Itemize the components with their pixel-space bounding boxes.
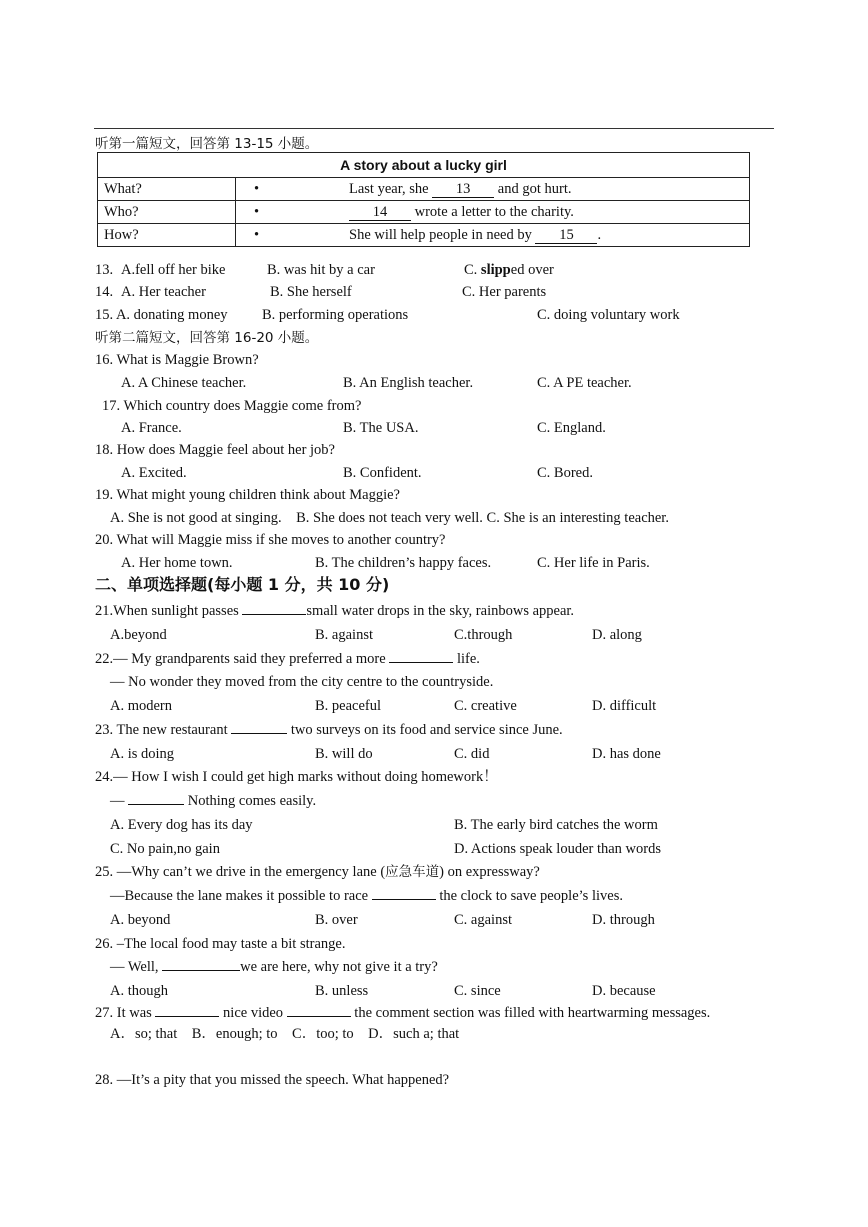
q18-option-b[interactable]: B. Confident. [343,465,422,481]
row-key: What? [98,178,236,201]
q22-option-b[interactable]: B. peaceful [315,698,382,714]
q13-option-c[interactable] [464,261,554,279]
answer-blank [162,970,240,971]
q21-option-d[interactable]: D. along [592,627,642,643]
stem-text: the comment section was filled with heartwarming messages. [350,1005,711,1021]
q23-option-a[interactable]: A. is doing [110,746,175,762]
row-key: Who? [98,201,236,224]
header-rule [94,128,774,129]
q25-option-b[interactable]: B. over [315,912,358,928]
stem-text: —Because the lane makes it possible to race [110,888,372,904]
q16-stem: 16. What is Maggie Brown? [95,352,259,368]
bullet: • [254,203,260,220]
q24-stem: 24.— How I wish I could get high marks without doing homework！ [95,769,498,785]
q25-stem [95,863,540,881]
answer-blank [287,1016,351,1017]
q16-option-b[interactable]: B. An English teacher. [343,375,474,391]
q15-option-b[interactable]: B. performing operations [262,307,409,323]
q24-line2 [110,792,316,810]
q13-option-b[interactable]: B. was hit by a car [267,262,375,278]
bullet: • [254,226,260,243]
stem-text: nice video [219,1005,287,1021]
q21-option-a[interactable]: A.beyond [110,627,167,643]
q27-options[interactable]: A．so; that B．enough; to C．too; to D．such a; that [110,1026,460,1042]
q24-option-b[interactable]: B. The early bird catches the worm [454,817,658,833]
blank-13: 13 [432,182,494,198]
q14-option-b[interactable]: B. She herself [270,284,352,300]
q24-option-d[interactable]: D. Actions speak louder than words [454,841,661,857]
q23-stem [95,721,563,739]
table-row [98,224,750,247]
q14-option-a[interactable]: A. Her teacher [121,284,206,300]
option-bold: slipp [480,262,511,278]
blank-15: 15 [535,228,597,244]
q26-line2 [110,958,438,976]
bullet: • [254,180,260,197]
q23-option-c[interactable]: C. did [454,746,490,762]
q22-option-d[interactable]: D. difficult [592,698,657,714]
story-table [97,152,750,247]
option-text: ed over [510,262,554,278]
answer-blank [128,804,184,805]
q15-option-c[interactable]: C. doing voluntary work [537,307,680,323]
q28-stem: 28. —It’s a pity that you missed the speech. What happened? [95,1072,450,1088]
q20-option-a[interactable]: A. Her home town. [121,555,233,571]
stem-text: two surveys on its food and service since June. [287,722,563,738]
stem-text: we are here, why not give it a try? [240,959,438,975]
q21-option-b[interactable]: B. against [315,627,373,643]
answer-blank [389,662,453,663]
q19-stem: 19. What might young children think about Maggie? [95,487,400,503]
q22-option-c[interactable]: C. creative [454,698,517,714]
stem-text: — Well, [110,959,163,975]
row-text: and got hurt. [494,180,572,197]
q26-stem: 26. –The local food may taste a bit strange. [95,936,346,952]
table-title: A story about a lucky girl [98,153,750,178]
q18-option-c[interactable]: C. Bored. [537,465,593,481]
q26-option-a[interactable]: A. though [110,983,168,999]
q13-option-a[interactable]: A.fell off her bike [121,262,226,278]
q20-option-b[interactable]: B. The children’s happy faces. [315,555,492,571]
stem-text: ) on expressway? [439,864,540,880]
q24-option-c[interactable]: C. No pain,no gain [110,841,220,857]
row-text: wrote a letter to the charity. [411,203,574,220]
q15-option-a[interactable]: 15. A. donating money [95,307,228,323]
stem-text: 27. It was [95,1005,156,1021]
q26-option-d[interactable]: D. because [592,983,656,999]
q17-option-c[interactable]: C. England. [537,420,606,436]
q13-num: 13. [95,262,114,278]
answer-blank [372,899,436,900]
q17-stem: 17. Which country does Maggie come from? [102,398,362,414]
answer-blank [242,614,306,615]
q24-option-a[interactable]: A. Every dog has its day [110,817,253,833]
q22-line2: — No wonder they moved from the city centre to the countryside. [110,674,494,690]
section2-heading: 听第二篇短文，回答第 16-20 小题。 [95,330,319,346]
q25-line2 [110,887,623,905]
row-text: She will help people in need by [349,226,536,243]
q18-stem: 18. How does Maggie feel about her job? [95,442,335,458]
q25-option-a[interactable]: A. beyond [110,912,171,928]
table-row [98,178,750,201]
q16-option-c[interactable]: C. A PE teacher. [537,375,632,391]
stem-text: 23. The new restaurant [95,722,232,738]
stem-text: the clock to save people’s lives. [435,888,623,904]
q14-num: 14. [95,284,114,300]
q21-option-c[interactable]: C.through [454,627,513,643]
q14-option-c[interactable]: C. Her parents [462,284,547,300]
q26-option-c[interactable]: C. since [454,983,501,999]
q23-option-d[interactable]: D. has done [592,746,661,762]
q21-stem [95,602,574,620]
stem-text: life. [453,651,480,667]
stem-text: 21.When sunlight passes [95,603,243,619]
stem-text: 22.— My grandparents said they preferred a more [95,651,390,667]
option-text: C. [464,262,481,278]
q22-stem [95,650,480,668]
q26-option-b[interactable]: B. unless [315,983,369,999]
q17-option-a[interactable]: A. France. [121,420,182,436]
stem-text: 25. —Why can’t we drive in the emergency lane ( [95,864,386,880]
q20-stem: 20. What will Maggie miss if she moves to another country? [95,532,446,548]
answer-blank [231,733,287,734]
q18-option-a[interactable]: A. Excited. [121,465,187,481]
row-text: . [597,226,602,243]
q19-options[interactable]: A. She is not good at singing. B. She does not teach very well. C. She is an interesting teacher. [110,510,669,526]
stem-text: small water drops in the sky, rainbows appear. [306,603,575,619]
q16-option-a[interactable]: A. A Chinese teacher. [121,375,247,391]
q17-option-b[interactable]: B. The USA. [343,420,419,436]
q25-option-d[interactable]: D. through [592,912,655,928]
blank-14: 14 [349,205,411,221]
q20-option-c[interactable]: C. Her life in Paris. [537,555,650,571]
part2-heading: 二、单项选择题(每小题 1 分，共 10 分) [95,575,390,594]
q23-option-b[interactable]: B. will do [315,746,373,762]
table-row [98,201,750,224]
row-text: Last year, she [349,180,433,197]
q27-stem [95,1004,710,1022]
row-key: How? [98,224,236,247]
stem-text: — [110,793,129,809]
q25-option-c[interactable]: C. against [454,912,512,928]
answer-blank [155,1016,219,1017]
stem-chinese: 应急车道 [385,864,440,880]
q22-option-a[interactable]: A. modern [110,698,173,714]
stem-text: Nothing comes easily. [184,793,317,809]
section1-heading: 听第一篇短文，回答第 13-15 小题。 [95,136,319,152]
